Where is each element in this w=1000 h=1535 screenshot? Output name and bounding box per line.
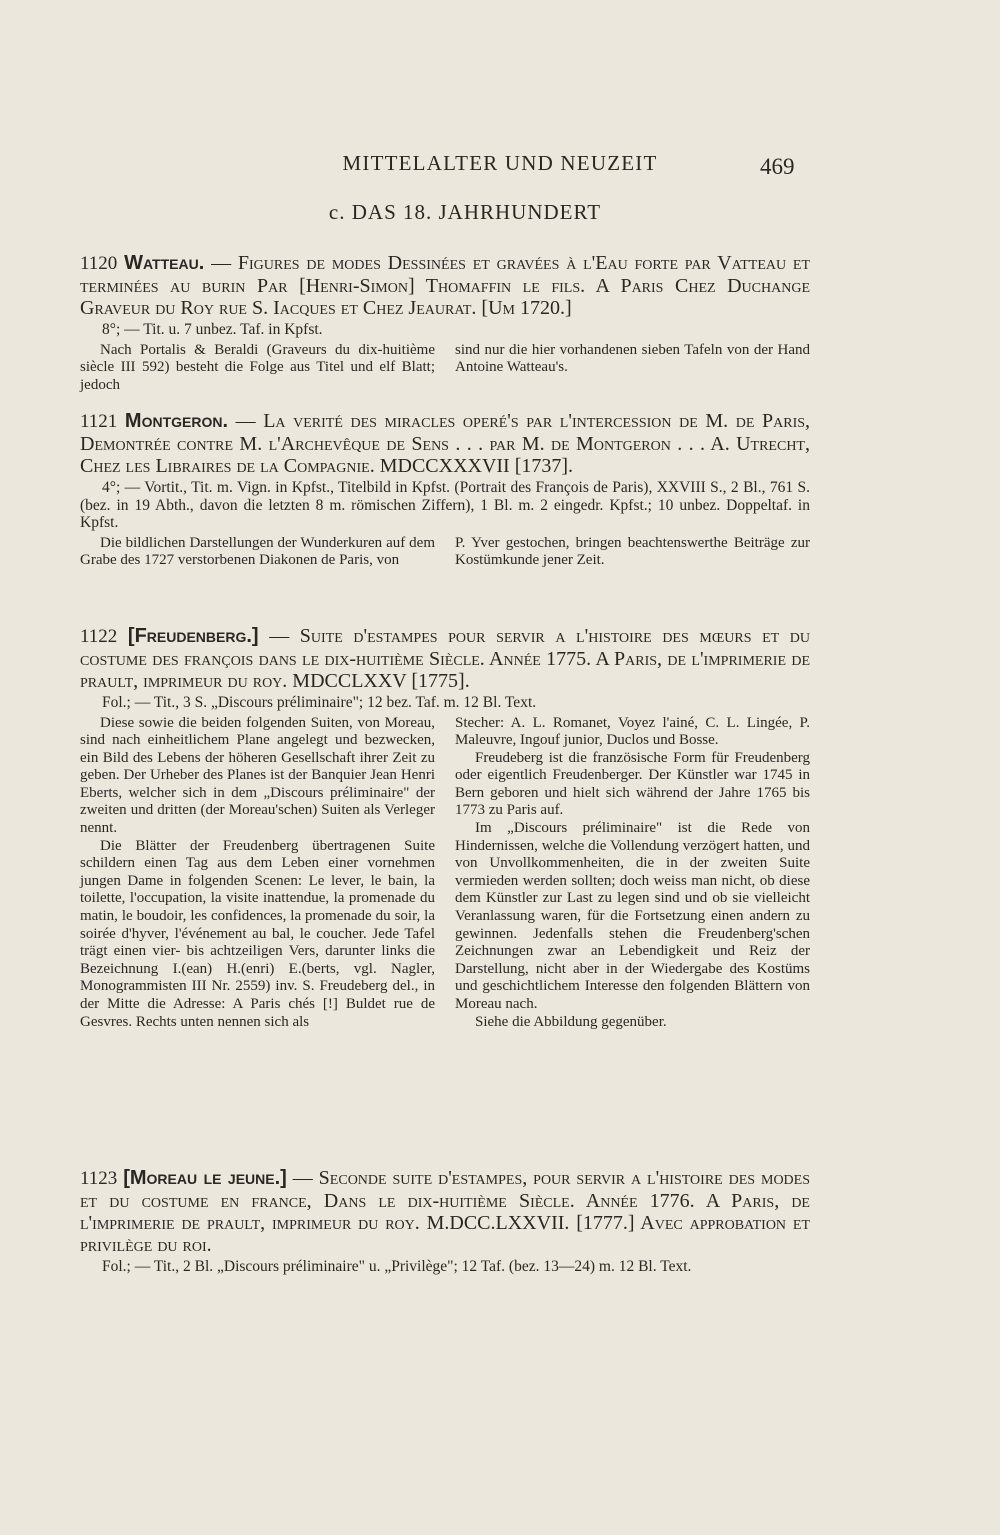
note-left-column: [80, 342, 435, 395]
entry-physical-description: Fol.; — Tit., 2 Bl. „Discours préliminaire" u. „Privilège"; 12 Taf. (bez. 13—24) m. 12 Bl. Text.: [102, 1258, 692, 1275]
note-paragraph: Siehe die Abbildung gegenüber.: [475, 1013, 667, 1030]
note-paragraph: Die bildlichen Darstellungen der Wunderkuren auf dem Grabe des 1727 verstorbenen Diakonen de Paris, von: [80, 534, 435, 569]
note-paragraph: P. Yver gestochen, bringen beachtenswerthe Beiträge zur Kostümkunde jener Zeit.: [455, 534, 810, 569]
note-paragraph: Stecher: A. L. Romanet, Voyez l'ainé, C. L. Lingée, P. Maleuvre, Ingouf junior, Duclos und Bosse.: [455, 714, 810, 749]
entry-name: [Moreau le jeune.]: [123, 1167, 287, 1189]
note-left-column: [80, 715, 435, 1032]
entry-title: — Suite d'estampes pour servir a l'histoire des mœurs et du costume des françois dans le dix-huitième Siècle. Année 1775. A Paris, de l'imprimerie de prault, imprimeur du roy. MDCCLXXV [1775].: [80, 625, 811, 692]
entry-notes: [80, 715, 810, 1032]
note-paragraph: sind nur die hier vorhandenen sieben Tafeln von der Hand Antoine Watteau's.: [455, 341, 810, 376]
entry-heading: [80, 1167, 810, 1256]
catalog-entry-1123: [80, 1167, 810, 1276]
entry-physical-description: Fol.; — Tit., 3 S. „Discours préliminaire"; 12 bez. Taf. m. 12 Bl. Text.: [102, 694, 537, 711]
note-paragraph: Die Blätter der Freudenberg übertragenen Suite schildern einen Tag aus dem Leben einer vornehmen jungen Dame in folgenden Scenen: Le lever, le bain, la toilette, l'occupation, la visite inattendue, la promenade du matin, le boudoir, les confidences, la promenade du soir, la soirée d'hyver, l'événement au bal, le coucher. Jede Tafel trägt einen vier- bis achtzeiligen Vers, darunter links die Bezeichnung I.(ean) H.(enri) E.(berts, vgl. Nagler, Monogrammisten III Nr. 2559) inv. S. Freudeberg del., in der Mitte die Adresse: A Paris chés [!] Buldet rue de Gesvres. Rechts unten nennen sich als: [80, 837, 435, 1030]
catalog-entry-1122: [80, 625, 810, 1031]
entry-heading: [80, 410, 810, 477]
page-number: 469: [760, 154, 795, 179]
entry-notes: [80, 342, 810, 395]
entry-name: Montgeron.: [124, 410, 229, 432]
running-head: MITTELALTER UND NEUZEIT: [342, 151, 658, 175]
note-paragraph: Im „Discours préliminaire" ist die Rede von Hindernissen, welche die Vollendung verzögert hatten, und von Unvollkommenheiten, die in der zweiten Suite vermieden werden sollten; doch weiss man nicht, ob diese dem Künstler zur Last zu legen sind und ob sie vielleicht Veranlassung waren, für die Fortsetzung einen andern zu gewinnen. Jedenfalls stehen die Freudenberg'schen Zeichnungen zwar an Lebendigkeit und Reiz der Darstellung, nicht aber in der Wiedergabe des Kostüms und geschichtlichem Interesse den folgenden Blättern von Moreau nach.: [455, 820, 810, 1012]
note-right-column: [455, 535, 810, 570]
note-right-column: [455, 342, 810, 395]
entry-number: 1121: [80, 411, 118, 432]
entry-physical-description: 4°; — Vortit., Tit. m. Vign. in Kpfst., Titelbild in Kpfst. (Portrait des François de Paris), XXVIII S., 2 Bl., 761 S. (bez. in 19 Abth., davon die letzten 8 m. römischen Ziffern), 1 Bl. m. 2 eingedr. Kpfst.; 10 unbez. Doppeltaf. in Kpfst.: [80, 479, 810, 531]
entry-name: Watteau.: [124, 252, 205, 274]
entry-heading: [80, 252, 810, 319]
entry-notes: [80, 535, 810, 570]
note-left-column: [80, 535, 435, 570]
entry-number: 1123: [80, 1168, 118, 1189]
entry-physical-description: 8°; — Tit. u. 7 unbez. Taf. in Kpfst.: [102, 321, 323, 338]
entry-number: 1120: [80, 253, 118, 274]
note-paragraph: Nach Portalis & Beraldi (Graveurs du dix-huitième siècle III 592) besteht die Folge aus Titel und elf Blatt; jedoch: [80, 341, 435, 393]
catalog-entry-1121: [80, 410, 810, 570]
entry-title: — Figures de modes Dessinées et gravées à l'Eau forte par Vatteau et terminées au burin Par [Henri-Simon] Thomaffin le fils. A Paris Chez Duchange Graveur du Roy rue S. Iacques et Chez Jeaurat. [Um 1720.]: [80, 252, 810, 319]
note-paragraph: Freudeberg ist die französische Form für Freudenberg oder eigentlich Freudenberger. Der Künstler war 1745 in Bern geboren und hielt sich während der Jahre 1765 bis 1773 zu Paris auf.: [455, 749, 810, 819]
entry-title: — Seconde suite d'estampes, pour servir a l'histoire des modes et du costume en france, Dans le dix-huitième Siècle. Année 1776. A Paris, de l'imprimerie de prault, imprimeur du roy. M.DCC.LXXVII. [1777.] Avec approbation et privilège du roi.: [80, 1167, 811, 1256]
entry-heading: [80, 625, 810, 692]
catalog-entry-1120: [80, 252, 810, 394]
section-title: c. DAS 18. JAHRHUNDERT: [328, 200, 602, 224]
note-paragraph: Diese sowie die beiden folgenden Suiten, von Moreau, sind nach einheitlichem Plane angelegt und bezwecken, ein Bild des Lebens der höheren Gesellschaft ihrer Zeit zu geben. Der Urheber des Planes ist der Banquier Jean Henri Eberts, welcher sich in dem „Discours préliminaire" der zweiten und dritten (der Moreau'schen) Suiten als Verleger nennt.: [80, 714, 435, 837]
entry-name: [Freudenberg.]: [127, 625, 259, 647]
entry-title: — La verité des miracles operé's par l'intercession de M. de Paris, Demontrée contre M. l'Archevêque de Sens . . . par M. de Montgeron . . . A. Utrecht, Chez les Libraires de la Compagnie. MDCCXXXVII [1737].: [80, 410, 811, 477]
entry-number: 1122: [80, 626, 118, 647]
note-right-column: [455, 715, 810, 1032]
